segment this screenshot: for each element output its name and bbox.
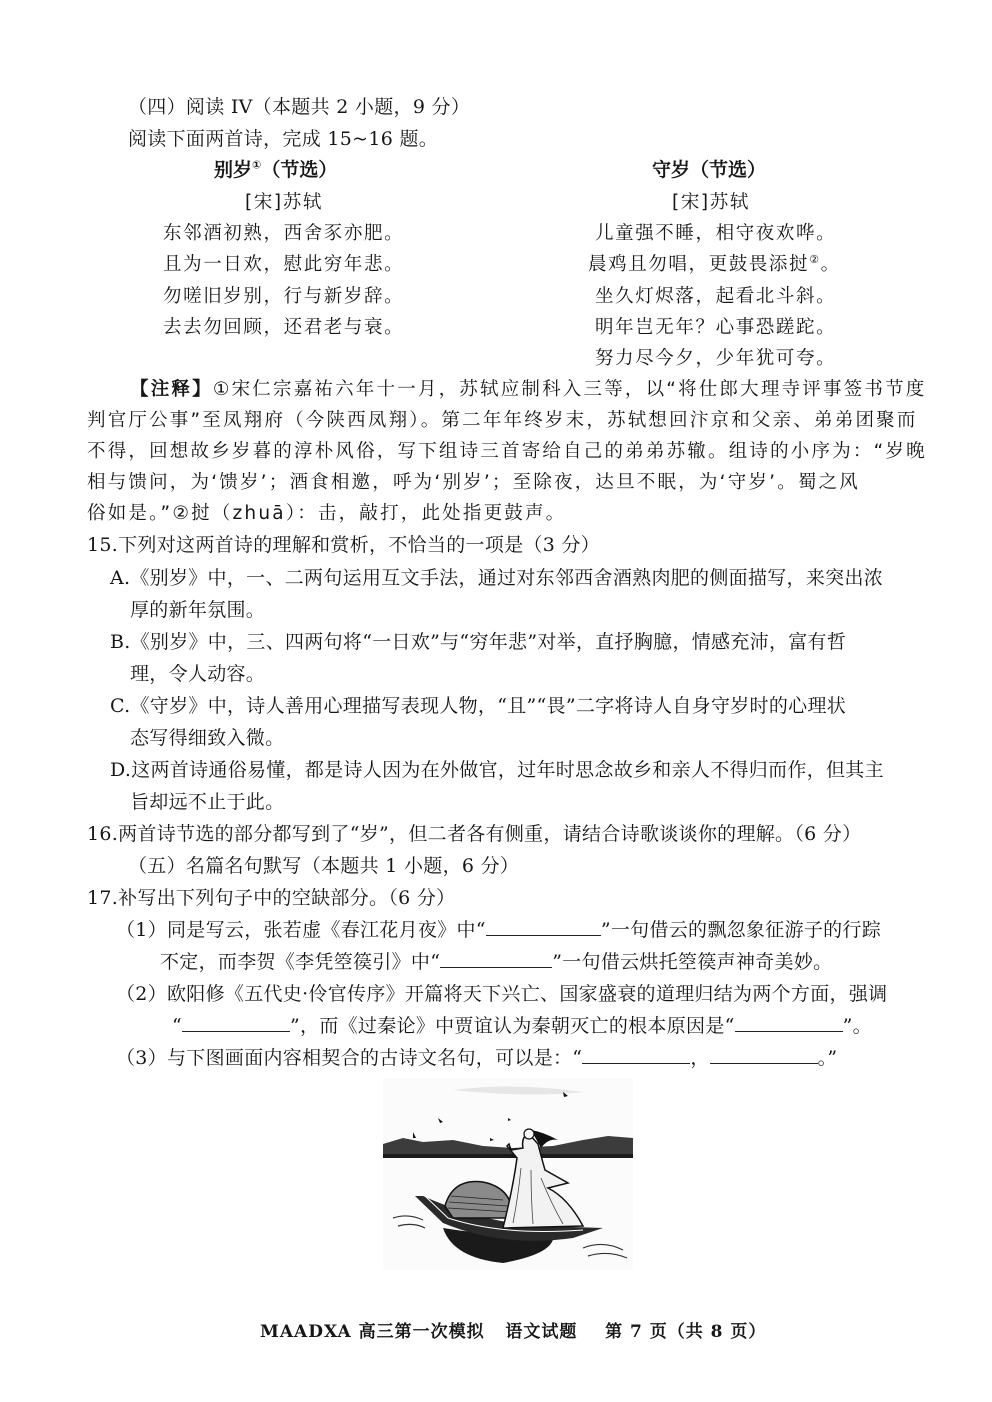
poem2-line bbox=[588, 250, 841, 276]
notes-line: 俗如是。”②挝（zhuā）：击，敲打，此处指更鼓声。 bbox=[87, 503, 567, 524]
q17-p2-text-c: ”，而《过秦论》中贾谊认为秦朝灭亡的根本原因是“ bbox=[290, 1015, 735, 1037]
q17-p2-text-b: “ bbox=[172, 1015, 183, 1037]
question-17-part-1-cont bbox=[160, 947, 832, 974]
poem1-author: [宋]苏轼 bbox=[245, 192, 323, 213]
page-footer bbox=[260, 1317, 766, 1342]
poem2-line: 坐久灯烬落，起看北斗斜。 bbox=[595, 286, 837, 307]
q17-p3-text-c: 。” bbox=[817, 1047, 838, 1069]
question-15-option-d: D.这两首诗通俗易懂，都是诗人因为在外做官，过年时思念故乡和亲人不得归而作，但其主 bbox=[110, 759, 884, 781]
question-15-option-c-cont: 态写得细致入微。 bbox=[130, 727, 285, 749]
woman-on-boat-illustration bbox=[383, 1078, 633, 1270]
poem2-line: 明年岂无年？心事恐蹉跎。 bbox=[595, 317, 837, 338]
footer-subject: 语文试题 bbox=[505, 1322, 578, 1342]
q17-p2-text-d: ”。 bbox=[842, 1015, 872, 1037]
answer-blank[interactable] bbox=[440, 951, 552, 968]
question-15-option-a: A.《别岁》中，一、二两句运用互文手法，通过对东邻西舍酒熟肉肥的侧面描写，来突出浓 bbox=[110, 567, 884, 589]
answer-blank[interactable] bbox=[182, 1015, 290, 1032]
poem2-line-end: 。 bbox=[820, 254, 841, 275]
question-15-stem: 15.下列对这两首诗的理解和赏析，不恰当的一项是（3 分） bbox=[87, 534, 601, 556]
answer-blank[interactable] bbox=[735, 1015, 843, 1032]
poem1-line: 勿嗟旧岁别，行与新岁辞。 bbox=[163, 286, 405, 307]
question-15-option-b: B.《别岁》中，三、四两句将“一日欢”与“穷年悲”对举，直抒胸臆，情感充沛，富有哲 bbox=[110, 631, 847, 653]
answer-blank[interactable] bbox=[582, 1047, 690, 1064]
poem2-line: 儿童强不睡，相守夜欢哗。 bbox=[595, 223, 837, 244]
poem1-title-suffix: （节选） bbox=[261, 159, 338, 181]
footer-code: MAADXA bbox=[260, 1322, 352, 1342]
poem2-author: [宋]苏轼 bbox=[672, 192, 750, 213]
poem2-line: 努力尽今夕，少年犹可夸。 bbox=[595, 348, 837, 369]
question-15-option-d-cont: 旨却远不止于此。 bbox=[130, 791, 285, 813]
answer-blank[interactable] bbox=[486, 919, 601, 936]
footer-exam: 高三第一次模拟 bbox=[358, 1322, 485, 1342]
q17-p1-text-a: （1）同是写云，张若虚《春江花月夜》中“ bbox=[116, 919, 486, 941]
notes-text: ①宋仁宗嘉祐六年十一月，苏轼应制科入三等，以“将仕郎大理寺评事签书节度 bbox=[212, 379, 927, 400]
footer-page-number: 第 7 页（共 8 页） bbox=[605, 1322, 767, 1342]
poem1-line: 东邻酒初熟，西舍豕亦肥。 bbox=[163, 223, 405, 244]
section-4-instruction: 阅读下面两首诗，完成 15~16 题。 bbox=[128, 128, 439, 150]
question-15-option-c: C.《守岁》中，诗人善用心理描写表现人物，“且”“畏”二字将诗人自身守岁时的心理状 bbox=[110, 695, 847, 717]
footnote-marker-2: ② bbox=[809, 252, 821, 266]
poem2-title: 守岁（节选） bbox=[652, 159, 767, 181]
notes-line: 相与馈问，为‘馈岁’；酒食相邀，呼为‘别岁’；至除夜，达旦不眠，为‘守岁’。蜀之风 bbox=[87, 472, 860, 493]
question-17-part-3 bbox=[116, 1043, 837, 1070]
q17-p1-text-c: 不定，而李贺《李凭箜篌引》中“ bbox=[160, 951, 441, 973]
question-17-stem: 17.补写出下列句子中的空缺部分。（6 分） bbox=[87, 887, 456, 909]
question-17-part-2-cont bbox=[172, 1011, 872, 1038]
question-17-part-2: （2）欧阳修《五代史·伶官传序》开篇将天下兴亡、国家盛衰的道理归结为两个方面，强调 bbox=[116, 983, 888, 1005]
notes-line bbox=[130, 375, 927, 401]
q17-p1-text-d: ”一句借云烘托箜篌声神奇美妙。 bbox=[552, 951, 833, 973]
question-16-stem: 16.两首诗节选的部分都写到了“岁”，但二者各有侧重，请结合诗歌谈谈你的理解。（6 分） bbox=[87, 823, 862, 845]
question-15-option-b-cont: 理，令人动容。 bbox=[130, 663, 266, 685]
section-4-heading: （四）阅读 IV（本题共 2 小题，9 分） bbox=[128, 96, 471, 118]
q17-p1-text-b: ”一句借云的飘忽象征游子的行踪 bbox=[600, 919, 882, 941]
q17-p3-text-b: ， bbox=[690, 1047, 710, 1069]
poem2-line-text: 晨鸡且勿唱，更鼓畏添挝 bbox=[588, 254, 810, 275]
answer-blank[interactable] bbox=[710, 1047, 818, 1064]
notes-label: 【注释】 bbox=[130, 379, 213, 400]
poem1-title bbox=[214, 155, 337, 182]
q17-p3-text-a: （3）与下图画面内容相契合的古诗文名句，可以是：“ bbox=[116, 1047, 583, 1069]
footnote-marker-1: ① bbox=[252, 158, 262, 172]
question-15-option-a-cont: 厚的新年氛围。 bbox=[130, 599, 266, 621]
poem1-line: 去去勿回顾，还君老与衰。 bbox=[163, 317, 405, 338]
notes-line: 判官厅公事”至凤翔府（今陕西凤翔）。第二年年终岁末，苏轼想回汴京和父亲、弟弟团聚而 bbox=[87, 410, 918, 431]
notes-line: 不得，回想故乡岁暮的淳朴风俗，写下组诗三首寄给自己的弟弟苏辙。组诗的小序为：“岁晚 bbox=[87, 441, 927, 462]
poem1-title-text: 别岁 bbox=[214, 159, 253, 181]
section-5-heading: （五）名篇名句默写（本题共 1 小题，6 分） bbox=[128, 855, 520, 877]
poem1-line: 且为一日欢，慰此穷年悲。 bbox=[163, 254, 405, 275]
question-17-part-1 bbox=[116, 915, 881, 942]
